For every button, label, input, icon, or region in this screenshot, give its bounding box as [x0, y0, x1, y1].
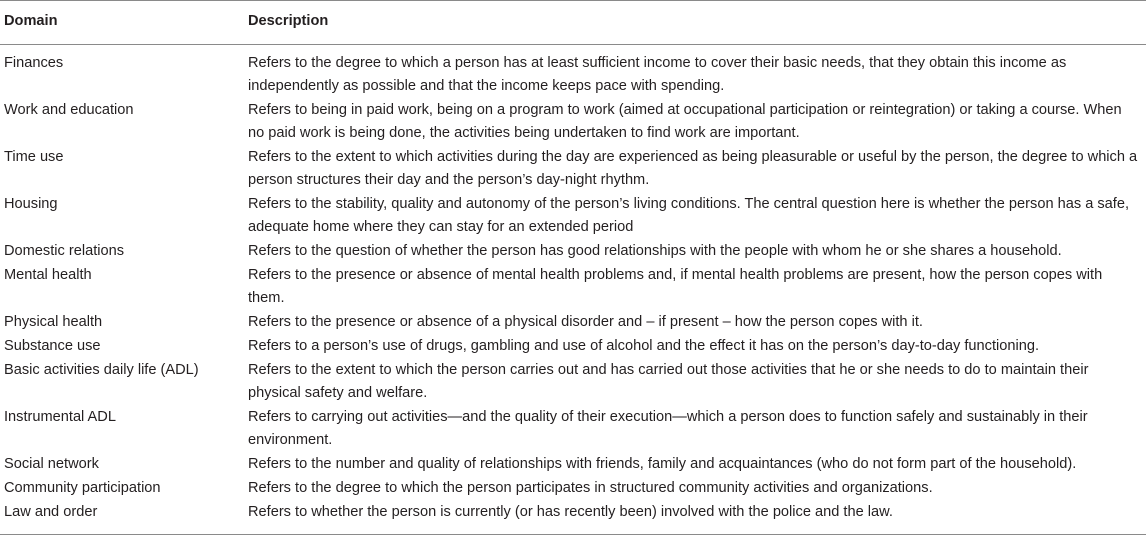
table-row [0, 335, 1146, 359]
description-cell: Refers to the question of whether the person has good relationships with the people with whom he or she shares a household. [248, 243, 1062, 259]
header-description: Description [248, 1, 1146, 45]
table-row [0, 240, 1146, 264]
table-header [0, 1, 1146, 45]
domain-cell: Substance use [4, 338, 101, 354]
description-cell: Refers to the degree to which the person participates in structured community activities and organizations. [248, 480, 933, 496]
table-row [0, 406, 1146, 453]
description-cell: Refers to the stability, quality and autonomy of the person’s living conditions. The central question here is whether the person has a safe, adequate home where they can stay for an extended period [248, 196, 1130, 235]
domain-cell: Housing [4, 196, 58, 212]
table-row [0, 45, 1146, 100]
table-row [0, 146, 1146, 193]
domain-cell: Work and education [4, 102, 134, 118]
description-cell: Refers to the degree to which a person has at least sufficient income to cover their basic needs, that they obtain this income as independently as possible and that the income keeps pace with spending. [248, 55, 1067, 94]
table-row [0, 264, 1146, 311]
domain-cell: Basic activities daily life (ADL) [4, 362, 199, 378]
description-cell: Refers to being in paid work, being on a program to work (aimed at occupational participation or reintegration) or taking a course. When no paid work is being done, the activities being undertaken to find work are important. [248, 102, 1122, 141]
table-row [0, 99, 1146, 146]
description-cell: Refers to a person’s use of drugs, gambling and use of alcohol and the effect it has on the person’s day-to-day functioning. [248, 338, 1039, 354]
domain-cell: Community participation [4, 480, 161, 496]
table-body [0, 45, 1146, 535]
domain-cell: Instrumental ADL [4, 409, 116, 425]
table-row [0, 453, 1146, 477]
table-row [0, 477, 1146, 501]
domain-cell: Time use [4, 149, 64, 165]
table-row [0, 359, 1146, 406]
header-row [0, 1, 1146, 45]
header-domain: Domain [0, 1, 248, 45]
domain-cell: Social network [4, 456, 99, 472]
description-cell: Refers to the presence or absence of a physical disorder and – if present – how the person copes with it. [248, 314, 923, 330]
table-row [0, 311, 1146, 335]
table-row [0, 501, 1146, 535]
domain-cell: Finances [4, 55, 64, 71]
domain-cell: Law and order [0, 501, 248, 535]
description-cell: Refers to the extent to which activities during the day are experienced as being pleasurable or useful by the person, the degree to which a person structures their day and the person’s day-night rhythm. [248, 149, 1138, 188]
description-cell: Refers to the presence or absence of mental health problems and, if mental health problems are present, how the person copes with them. [248, 267, 1103, 306]
domain-cell: Physical health [4, 314, 103, 330]
domain-cell: Domestic relations [4, 243, 125, 259]
description-cell: Refers to the extent to which the person carries out and has carried out those activities that he or she needs to do to maintain their physical safety and welfare. [248, 362, 1089, 401]
description-cell: Refers to the number and quality of relationships with friends, family and acquaintances (who do not form part of the household). [248, 456, 1077, 472]
description-cell: Refers to whether the person is currently (or has recently been) involved with the police and the law. [248, 501, 1146, 535]
domain-cell: Mental health [4, 267, 92, 283]
description-cell: Refers to carrying out activities—and the quality of their execution—which a person does to function safely and sustainably in their environment. [248, 409, 1088, 448]
table-row [0, 193, 1146, 240]
